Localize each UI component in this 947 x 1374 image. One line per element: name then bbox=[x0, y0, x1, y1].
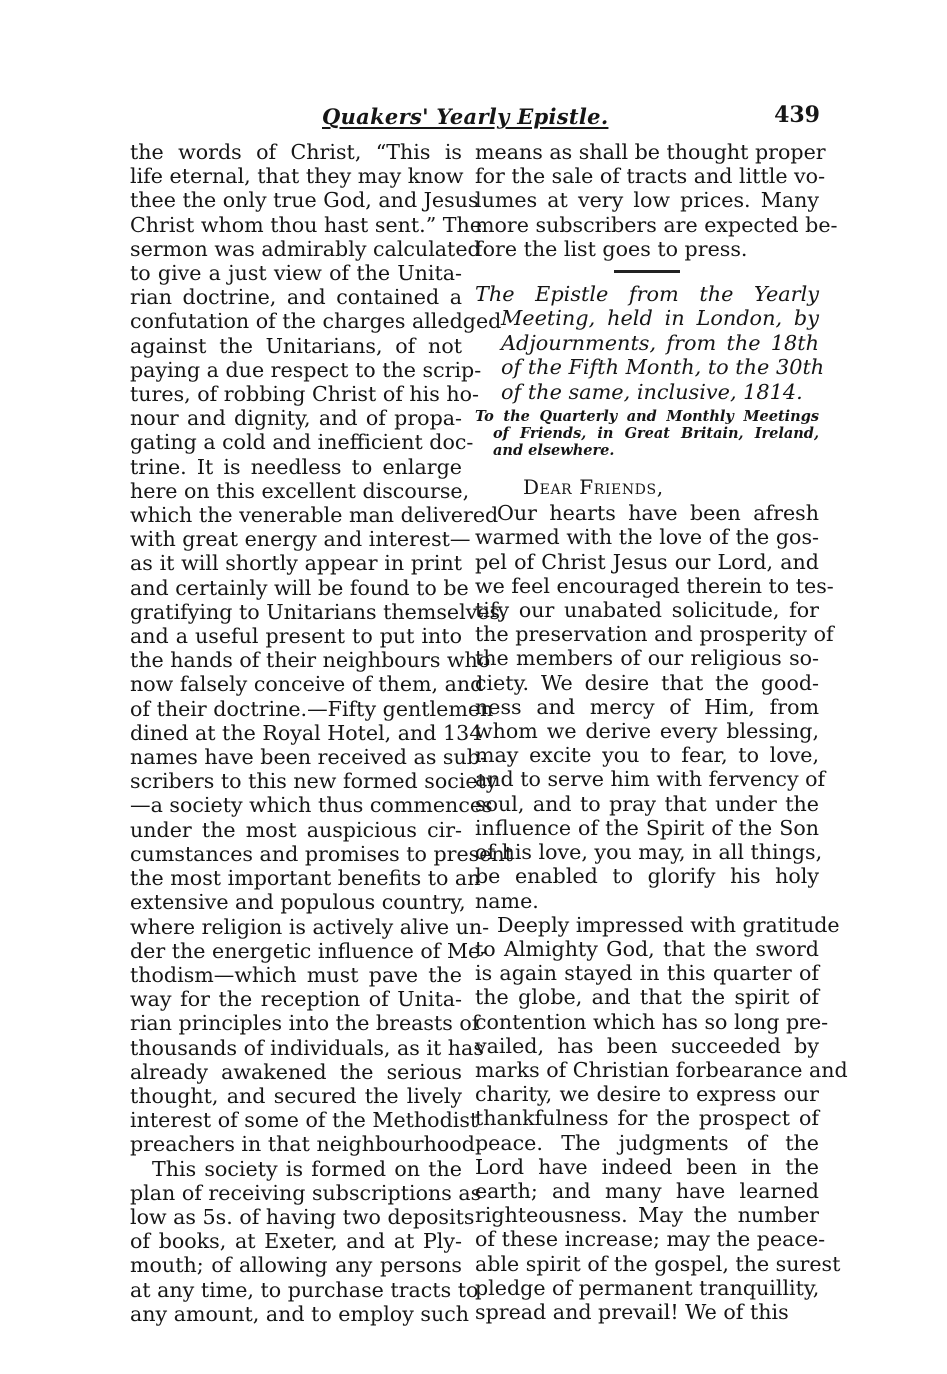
text-line: Lord have indeed been in the bbox=[475, 1154, 819, 1179]
text-line: Deeply impressed with gratitude bbox=[497, 912, 840, 937]
text-line: and certainly will be found to be bbox=[130, 575, 469, 600]
text-line: the globe, and that the spirit of bbox=[475, 985, 819, 1010]
text-line: paying a due respect to the scrip- bbox=[130, 357, 482, 382]
text-line: the preservation and prosperity of bbox=[475, 622, 834, 647]
text-line: already awakened the serious bbox=[130, 1059, 462, 1084]
text-line: Christ whom thou hast sent.” The bbox=[130, 212, 482, 237]
text-line: of his love, you may, in all things, bbox=[475, 840, 823, 865]
text-line: influence of the Spirit of the Son bbox=[475, 815, 819, 840]
right-column-intro bbox=[475, 140, 838, 261]
text-line: plan of receiving subscriptions as bbox=[130, 1180, 482, 1205]
text-line: name. bbox=[475, 888, 539, 913]
page-header bbox=[300, 102, 820, 142]
text-line: tures, of robbing Christ of his ho- bbox=[130, 382, 479, 407]
salutation: Dear Friends, bbox=[523, 475, 664, 500]
text-line: the most important benefits to an bbox=[130, 866, 481, 891]
text-line: of the same, inclusive, 1814. bbox=[501, 379, 803, 404]
epistle-paragraph-1 bbox=[475, 501, 834, 913]
text-line: fore the list goes to press. bbox=[475, 236, 748, 261]
text-line: Adjournments, from the 18th bbox=[501, 330, 819, 355]
text-line: gating a cold and inefficient doc- bbox=[130, 430, 474, 455]
text-line: The Epistle from the Yearly bbox=[475, 282, 819, 307]
text-line: earth; and many have learned bbox=[475, 1178, 819, 1203]
text-line: lumes at very low prices. Many bbox=[475, 188, 819, 213]
left-column bbox=[130, 140, 513, 1326]
running-title: Quakers' Yearly Epistle. bbox=[322, 104, 609, 129]
text-line: trine. It is needless to enlarge bbox=[130, 454, 462, 479]
text-line: the words of Christ, “This is bbox=[130, 140, 462, 164]
text-line: life eternal, that they may know bbox=[130, 164, 464, 189]
text-line: which the venerable man delivered bbox=[130, 503, 499, 528]
text-line: Our hearts have been afresh bbox=[497, 501, 819, 526]
text-line: righteousness. May the number bbox=[475, 1203, 819, 1228]
text-line: cumstances and promises to present bbox=[130, 841, 513, 866]
text-line: spread and prevail! We of this bbox=[475, 1299, 789, 1324]
text-line: any amount, and to employ such bbox=[130, 1301, 470, 1326]
text-line: thankfulness for the prospect of bbox=[475, 1106, 819, 1131]
text-line: the members of our religious so- bbox=[475, 646, 819, 671]
text-line: of the Fifth Month, to the 30th bbox=[501, 355, 825, 380]
text-line: extensive and populous country, bbox=[130, 890, 466, 915]
text-line: is again stayed in this quarter of bbox=[475, 961, 819, 986]
text-line: more subscribers are expected be- bbox=[475, 212, 838, 237]
text-line: nour and dignity, and of propa- bbox=[130, 406, 462, 431]
text-line: rian doctrine, and contained a bbox=[130, 285, 462, 310]
text-line: under the most auspicious cir- bbox=[130, 817, 462, 842]
text-line: der the energetic influence of Me- bbox=[130, 938, 488, 963]
text-line: preachers in that neighbourhood. bbox=[130, 1132, 482, 1157]
text-line: rian principles into the breasts of bbox=[130, 1011, 480, 1036]
text-line: and to serve him with fervency of bbox=[475, 767, 826, 792]
text-line: confutation of the charges alledged bbox=[130, 309, 502, 334]
text-line: names have been received as sub- bbox=[130, 745, 487, 770]
text-line: as it will shortly appear in print bbox=[130, 551, 462, 576]
text-line: thought, and secured the lively bbox=[130, 1083, 462, 1108]
text-line: pledge of permanent tranquillity, bbox=[475, 1275, 820, 1300]
text-line: the hands of their neighbours who bbox=[130, 648, 491, 673]
text-line: means as shall be thought proper bbox=[475, 140, 826, 164]
text-line: charity, we desire to express our bbox=[475, 1082, 819, 1107]
text-line: low as 5s. of having two deposits bbox=[130, 1204, 475, 1229]
text-line: we feel encouraged therein to tes- bbox=[475, 573, 834, 598]
text-line: and a useful present to put into bbox=[130, 624, 462, 649]
text-line: of their doctrine.—Fifty gentlemen bbox=[130, 696, 494, 721]
text-line: thodism—which must pave the bbox=[130, 962, 462, 987]
text-line: whom we derive every blessing, bbox=[475, 719, 819, 744]
text-line: scribers to this new formed society bbox=[130, 769, 498, 794]
text-line: of Friends, in Great Britain, Ireland, bbox=[493, 425, 819, 443]
text-line: at any time, to purchase tracts to bbox=[130, 1277, 479, 1302]
text-line: ciety. We desire that the good- bbox=[475, 670, 819, 695]
text-line: —a society which thus commences bbox=[130, 793, 493, 818]
text-line: soul, and to pray that under the bbox=[475, 791, 819, 816]
text-line: with great energy and interest— bbox=[130, 527, 471, 552]
text-line: dined at the Royal Hotel, and 134 bbox=[130, 720, 483, 745]
text-line: to Almighty God, that the sword bbox=[475, 936, 819, 961]
text-line: marks of Christian forbearance and bbox=[475, 1057, 848, 1082]
text-line: be enabled to glorify his holy bbox=[475, 864, 819, 889]
text-line: where religion is actively alive un- bbox=[130, 914, 490, 939]
text-line: gratifying to Unitarians themselves, bbox=[130, 599, 507, 624]
text-line: peace. The judgments of the bbox=[475, 1130, 819, 1155]
text-line: to give a just view of the Unita- bbox=[130, 261, 462, 286]
text-line: way for the reception of Unita- bbox=[130, 987, 462, 1012]
text-line: now falsely conceive of them, and bbox=[130, 672, 484, 697]
text-line: of books, at Exeter, and at Ply- bbox=[130, 1229, 462, 1254]
text-line: may excite you to fear, to love, bbox=[475, 743, 819, 768]
text-line: sermon was admirably calculated bbox=[130, 236, 481, 261]
epistle-paragraph-2 bbox=[475, 912, 848, 1324]
right-column bbox=[475, 140, 848, 1324]
text-line: warmed with the love of the gos- bbox=[475, 525, 819, 550]
text-line: for the sale of tracts and little vo- bbox=[475, 164, 826, 189]
text-line: mouth; of allowing any persons bbox=[130, 1253, 462, 1278]
text-line: Meeting, held in London, by bbox=[501, 306, 819, 331]
text-line: interest of some of the Methodist bbox=[130, 1108, 479, 1133]
text-line: contention which has so long pre- bbox=[475, 1009, 829, 1034]
text-line: vailed, has been succeeded by bbox=[475, 1033, 819, 1058]
text-line: thousands of individuals, as it has bbox=[130, 1035, 484, 1060]
epistle-title bbox=[475, 282, 825, 404]
text-line: tify our unabated solicitude, for bbox=[475, 598, 819, 623]
text-line: and elsewhere. bbox=[493, 442, 615, 460]
text-line: This society is formed on the bbox=[152, 1156, 462, 1181]
text-line: able spirit of the gospel, the surest bbox=[475, 1251, 841, 1276]
text-line: ness and mercy of Him, from bbox=[475, 694, 819, 719]
section-divider bbox=[614, 270, 680, 273]
text-line: against the Unitarians, of not bbox=[130, 333, 462, 358]
text-line: To the Quarterly and Monthly Meetings bbox=[475, 408, 819, 426]
epistle-address bbox=[475, 408, 819, 459]
text-line: here on this excellent discourse, bbox=[130, 478, 470, 503]
page-number: 439 bbox=[774, 102, 820, 128]
text-line: thee the only true God, and Jesus bbox=[130, 188, 479, 213]
text-line: of these increase; may the peace- bbox=[475, 1227, 826, 1252]
text-line: pel of Christ Jesus our Lord, and bbox=[475, 549, 819, 574]
